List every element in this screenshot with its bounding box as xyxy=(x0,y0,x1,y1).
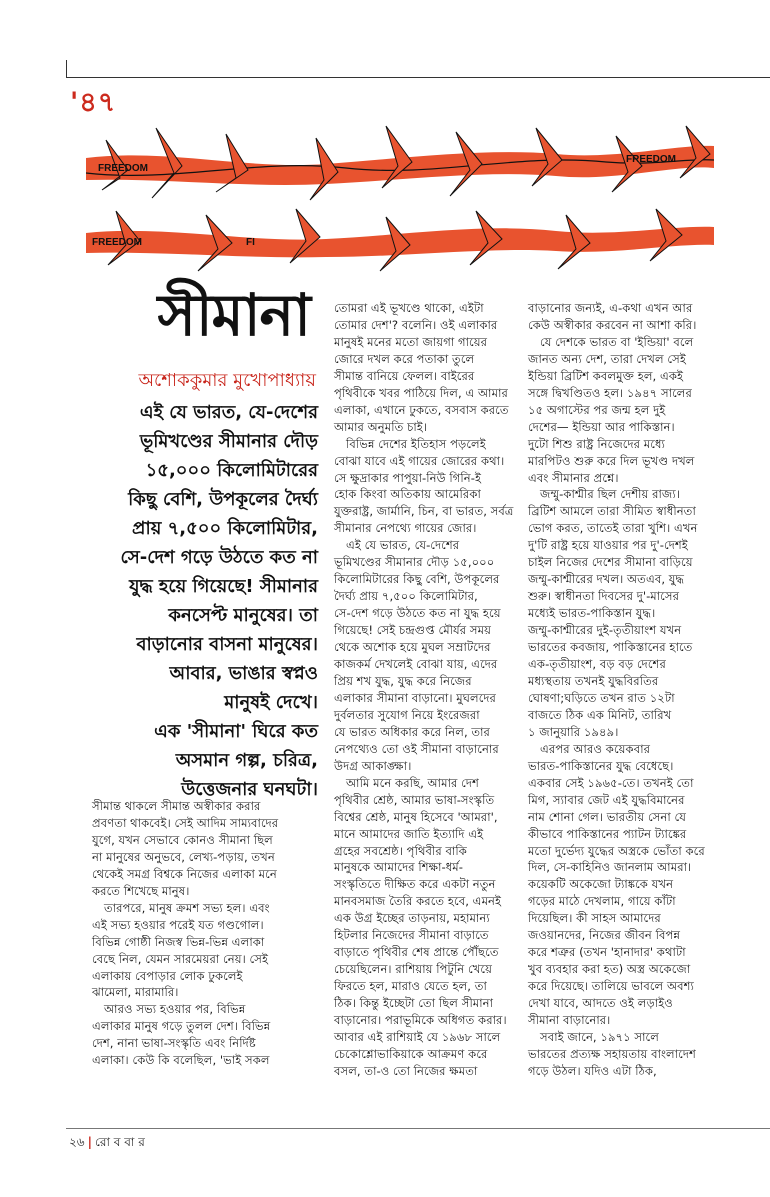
body-line: এলাকায় বেপাড়ার লোক ঢুকলেই xyxy=(92,968,243,983)
body-line: সে-দেশ গড়ে উঠতে কত না যুদ্ধ হয়ে xyxy=(334,606,501,621)
body-line: সঙ্গে দ্বিখণ্ডিতও হল। ১৯৪৭ সালের xyxy=(528,385,692,400)
top-rule xyxy=(66,77,770,78)
body-line: জওয়ানদের, নিজের জীবন বিপন্ন xyxy=(528,928,681,943)
lead-line: বাড়ানোর বাসনা মানুষের। xyxy=(136,634,318,655)
body-line: ব্রিটিশ আমলে তারা সীমিত স্বাধীনতা xyxy=(528,504,696,519)
body-line: এই যে ভারত, যে-দেশের xyxy=(346,538,460,553)
body-line: এলাকা, এখানে ঢুকতে, বসবাস করতে xyxy=(334,402,509,417)
lead-line: অসমান গল্প, চরিত্র, xyxy=(175,750,318,771)
body-line: আবার এই রাশিয়াই যে ১৯৬৮ সালে xyxy=(334,1029,501,1044)
bottom-rule xyxy=(66,1128,770,1129)
body-line: মধ্যস্থতায় তখনই যুদ্ধবিরতির xyxy=(528,673,659,688)
top-tick xyxy=(66,60,67,78)
lead-line: কনসেপ্ট মানুষের। তা xyxy=(168,605,318,626)
body-line: আমার অনুমতি চাই। xyxy=(334,419,428,434)
body-line: জম্মু-কাশ্মীরের দুই-তৃতীয়াংশ যখন xyxy=(528,623,682,638)
body-line: বাড়ানোর। পরাভূমিকে অধিগত করার। xyxy=(334,1013,507,1028)
body-line: ফিরতে হল, মারাও যেতে হল, তা xyxy=(334,979,487,994)
body-line: মারপিটও শুরু করে দিল ভূখণ্ড দখল xyxy=(528,453,695,468)
body-line: ঠিক। কিন্তু ইচ্ছেটা তো ছিল সীমানা xyxy=(334,996,494,1011)
body-line: দু'টি রাষ্ট্র হয়ে যাওয়ার পর দু'-দেশই xyxy=(528,538,688,553)
body-line: করতে শিখেছে মানুষ। xyxy=(92,883,190,898)
body-line: কয়েকটি অকেজো ট্যাঙ্ককে যখন xyxy=(528,877,674,892)
barbed-wire-illustration-bottom xyxy=(86,205,714,280)
body-line: বিশ্বের শ্রেষ্ঠ, মানুষ হিসেবে 'আমরা', xyxy=(334,809,498,824)
body-line: মানবসমাজ তৈরি করতে হবে, এমনই xyxy=(334,894,502,909)
body-line: ভারত-পাকিস্তানের যুদ্ধ বেধেছে। xyxy=(528,758,674,773)
body-line: ভারতের প্রত্যক্ষ সহায়তায় বাংলাদেশ xyxy=(528,1046,696,1061)
body-line: কাজকর্ম দেখলেই বোঝা যায়, এদের xyxy=(334,657,498,672)
body-line: শুরু। স্বাধীনতা দিবসের দু'-মাসের xyxy=(528,589,680,604)
lead-line: যুদ্ধ হয়ে গিয়েছে! সীমানার xyxy=(129,576,318,597)
body-line: উদগ্র আকাঙ্ক্ষা। xyxy=(334,758,412,773)
body-line: সংস্কৃতিতে দীক্ষিত করে একটা নতুন xyxy=(334,877,496,892)
body-line: দুর্বলতার সুযোগ নিয়ে ইংরেজরা xyxy=(334,707,480,722)
body-line: যুক্তরাষ্ট্র, জার্মানি, চিন, বা ভারত, সর্বত্র xyxy=(334,504,514,519)
body-line: চেয়েছিলেন। রাশিয়ায় পিটুনি খেয়ে xyxy=(334,962,492,977)
body-line: থেকেই সমগ্র বিশ্বকে নিজের এলাকা মনে xyxy=(92,866,277,881)
body-line: এক উগ্র ইচ্ছের তাড়নায়, মহামান্য xyxy=(334,911,490,926)
article-author: অশোককুমার মুখোপাধ্যায় xyxy=(138,370,316,391)
body-line: হোক কিংবা অতিকায় আমেরিকা xyxy=(334,487,481,502)
lead-line: আবার, ভাঙার স্বপ্নও xyxy=(169,663,318,684)
body-line: মানে আমাদের জাতি ইত্যাদি এই xyxy=(334,826,484,841)
body-line: দিয়েছিল। কী সাহস আমাদের xyxy=(528,911,661,926)
body-line: কেউ অস্বীকার করবেন না আশা করি। xyxy=(528,317,697,332)
body-line: সীমান্ত বানিয়ে ফেলল। বাইরের xyxy=(334,368,475,383)
body-line: আরও সভ্য হওয়ার পর, বিভিন্ন xyxy=(104,1002,246,1017)
body-line: না মানুষের অনুভবে, লেখ্য-পড়ায়, তখন xyxy=(92,849,275,864)
folio-separator: | xyxy=(87,1135,92,1149)
body-line: গিয়েছে! সেই চন্দ্রগুপ্ত মৌর্যর সময় xyxy=(334,623,492,638)
body-line: সীমানার নেপথ্যে গায়ের জোর। xyxy=(334,521,477,536)
body-line: তারপরে, মানুষ ক্রমশ সভ্য হল। এবং xyxy=(104,900,270,915)
body-line: দেশ, নানা ভাষা-সংস্কৃতি এবং নির্দিষ্ট xyxy=(92,1036,256,1051)
lead-line: ভূমিখণ্ডের সীমানার দৌড় xyxy=(139,431,318,452)
body-line: এলাকার সীমানা বাড়ানো। মুঘলদের xyxy=(334,690,496,705)
body-line: সীমানা বাড়ানোর। xyxy=(528,1013,611,1028)
body-line: পৃথিবীকে খবর পাঠিয়ে দিল, এ আমার xyxy=(334,385,508,400)
wire-text: FREEDOM xyxy=(626,154,676,165)
body-line: এক-তৃতীয়াংশ, বড় বড় দেশের xyxy=(528,657,666,672)
body-line: চাইল নিজের দেশের সীমানা বাড়িয়ে xyxy=(528,555,693,570)
lead-line: এক 'সীমানা' ঘিরে কত xyxy=(154,721,318,742)
body-line: সবাই জানে, ১৯৭১ সালে xyxy=(540,1029,659,1044)
body-line: বসল, তা-ও তো নিজের ক্ষমতা xyxy=(334,1063,478,1078)
article-title: সীমানা xyxy=(157,281,310,349)
body-line: দৈর্ঘ্য প্রায় ৭,৫০০ কিলোমিটার, xyxy=(334,589,478,604)
body-line: ভারতের কবজায়, পাকিস্তানের হাতে xyxy=(528,640,693,655)
lead-line: ১৫,০০০ কিলোমিটারের xyxy=(145,460,318,481)
body-column-c xyxy=(528,300,718,1080)
body-line: একবার সেই ১৯৬৫-তে। তখনই তো xyxy=(528,775,694,790)
body-line: সে ক্ষুদ্রাকার পাপুয়া-নিউ গিনি-ই xyxy=(334,470,482,485)
lead-line: প্রায় ৭,৫০০ কিলোমিটার, xyxy=(132,518,318,539)
body-line: দেশের— ইন্ডিয়া আর পাকিস্তান। xyxy=(528,419,675,434)
body-line: জম্মু-কাশ্মীর ছিল দেশীয় রাজ্য। xyxy=(540,487,680,502)
body-line: থেকে অশোক হয়ে মুঘল সম্রাটদের xyxy=(334,640,491,655)
barbed-wire-illustration-top xyxy=(86,118,714,208)
body-line: দুটো শিশু রাষ্ট্র নিজেদের মধ্যে xyxy=(528,436,665,451)
body-line: ভূমিখণ্ডের সীমানার দৌড় ১৫,০০০ xyxy=(334,555,495,570)
body-line: জম্মু-কাশ্মীরের দখল। অতএব, যুদ্ধ xyxy=(528,572,685,587)
body-line: বাড়ানোর জন্যই, এ-কথা এখন আর xyxy=(528,301,693,315)
body-line: যে দেশকে ভারত বা 'ইন্ডিয়া' বলে xyxy=(540,334,694,349)
body-line: চেকোশ্লোভাকিয়াকে আক্রমণ করে xyxy=(334,1046,488,1061)
body-line: বিভিন্ন দেশের ইতিহাস পড়লেই xyxy=(346,436,486,451)
body-line: যে ভারত অধিকার করে নিল, তার xyxy=(334,724,490,739)
body-line: জোরে দখল করে পতাকা তুলে xyxy=(334,351,475,366)
body-line: বাড়াতে পৃথিবীর শেষ প্রান্তে পৌঁছতে xyxy=(334,945,499,960)
body-line: ভোগ করত, তাতেই তারা খুশি। এখন xyxy=(528,521,698,536)
body-line: কীভাবে পাকিস্তানের প্যাটন ট্যাঙ্কের xyxy=(528,826,687,841)
body-line: মধ্যেই ভারত-পাকিস্তান যুদ্ধ। xyxy=(528,606,656,621)
body-line: আমি মনে করছি, আমার দেশ xyxy=(346,775,479,790)
body-line: বিভিন্ন গোষ্ঠী নিজস্ব ভিন্ন-ভিন্ন এলাকা xyxy=(92,934,265,949)
body-line: গ্রহের সবশ্রেষ্ঠ। পৃথিবীর বাকি xyxy=(334,843,467,858)
body-line: করে দিয়েছে। তালিয়ে ভাবলে অবশ্য xyxy=(528,979,694,994)
body-line: এই সভ্য হওয়ার পরেই যত গণ্ডগোল। xyxy=(92,917,264,932)
lead-line: কিছু বেশি, উপকূলের দৈর্ঘ্য xyxy=(128,489,318,510)
body-line: ঘোষণা;ঘড়িতে তখন রাত ১২টা xyxy=(528,690,675,705)
body-line: জানত অন্য দেশ, তারা দেখল সেই xyxy=(528,351,686,366)
body-line: ইন্ডিয়া ব্রিটিশ কবলমুক্ত হল, একই xyxy=(528,368,684,383)
body-line: মানুষই মনের মতো জায়গা গায়ের xyxy=(334,334,488,349)
body-line: খুব ব্যবহার করা হত) অস্ত্র অকেজো xyxy=(528,962,691,977)
body-line: বাজতে ঠিক এক মিনিট, তারিখ xyxy=(528,707,672,722)
body-line: সীমান্ত থাকলে সীমান্ত অস্বীকার করার xyxy=(92,799,261,813)
wire-text: FREEDOM xyxy=(98,163,148,174)
body-line: এলাকার মানুষ গড়ে তুলল দেশ। বিভিন্ন xyxy=(92,1019,271,1034)
lead-line: উত্তেজনার ঘনঘটা। xyxy=(181,779,318,800)
body-line: বোঝা যাবে এই গায়ের জোরের কথা। xyxy=(334,453,505,468)
folio xyxy=(69,1134,145,1154)
body-line: এলাকা। কেউ কি বলেছিল, 'ভাই সকল xyxy=(92,1053,270,1068)
lead-line: এই যে ভারত, যে-দেশের xyxy=(139,402,318,423)
body-line: গড়ের মাঠে দেখলাম, গায়ে কাঁটা xyxy=(528,894,676,909)
page-number: ২৬ xyxy=(69,1135,85,1149)
body-line: ১৫ অগাস্টের পর জন্ম হল দুই xyxy=(528,402,666,417)
body-line: মানুষকে আমাদের শিক্ষা-ধর্ম- xyxy=(334,860,463,875)
body-line: মতো দুর্ভেদ্য যুদ্ধের অস্ত্রকে ভোঁতা করে xyxy=(528,843,705,858)
body-line: তোমার দেশ'? বলেনি। ওই এলাকার xyxy=(334,317,498,332)
body-line: করে শত্রুর (তখন 'হানাদার' কথাটা xyxy=(528,945,686,960)
body-line: দিল, সে-কাহিনিও জানলাম আমরা। xyxy=(528,860,692,875)
body-line: ঝামেলা, মারামারি। xyxy=(92,985,179,1000)
magazine-name: রো ব বা র xyxy=(95,1135,145,1149)
body-line: দেখা যাবে, আদতে ওই লড়াইও xyxy=(528,996,673,1011)
lead-line: সে-দেশ গড়ে উঠতে কত না xyxy=(120,547,318,568)
body-line: এবং সীমানার প্রশ্নে। xyxy=(528,470,619,485)
body-line: হিটলার নিজেদের সীমানা বাড়াতে xyxy=(334,928,489,943)
wire-text: FREEDOM xyxy=(92,237,142,248)
wire-text: FI xyxy=(246,237,255,248)
body-line: তোমরা এই ভূখণ্ডে থাকো, এইটা xyxy=(334,301,484,315)
body-line: নাম শোনা গেল। ভারতীয় সেনা যে xyxy=(528,809,686,824)
body-line: গড়ে উঠল। যদিও এটা ঠিক, xyxy=(528,1063,657,1078)
body-line: প্রিয় শখ যুদ্ধ, যুদ্ধ করে নিজের xyxy=(334,673,472,688)
body-column-b xyxy=(334,300,512,1080)
body-line: প্রবণতা থাকবেই। সেই আদিম সাম্যবাদের xyxy=(92,815,279,830)
body-line: নেপথ্যেও তো ওই সীমানা বাড়ানোর xyxy=(334,741,499,756)
body-line: পৃথিবীর শ্রেষ্ঠ, আমার ভাষা-সংস্কৃতি xyxy=(334,792,495,807)
body-line: যুগে, যখন সেভাবে কোনও সীমানা ছিল xyxy=(92,832,273,847)
body-line: কিলোমিটারের কিছু বেশি, উপকূলের xyxy=(334,572,500,587)
body-line: এরপর আরও কয়েকবার xyxy=(540,741,651,756)
body-column-a xyxy=(92,798,320,1069)
body-line: ১ জানুয়ারি ১৯৪৯। xyxy=(528,724,619,739)
lead-line: মানুষই দেখে। xyxy=(224,692,318,713)
body-line: মিগ, স্যাবার জেট এই যুদ্ধবিমানের xyxy=(528,792,685,807)
year-label: '৪৭ xyxy=(70,87,117,118)
body-line: বেছে নিল, যেমন সারমেয়রা নেয়। সেই xyxy=(92,951,269,966)
article-lead xyxy=(92,398,318,804)
